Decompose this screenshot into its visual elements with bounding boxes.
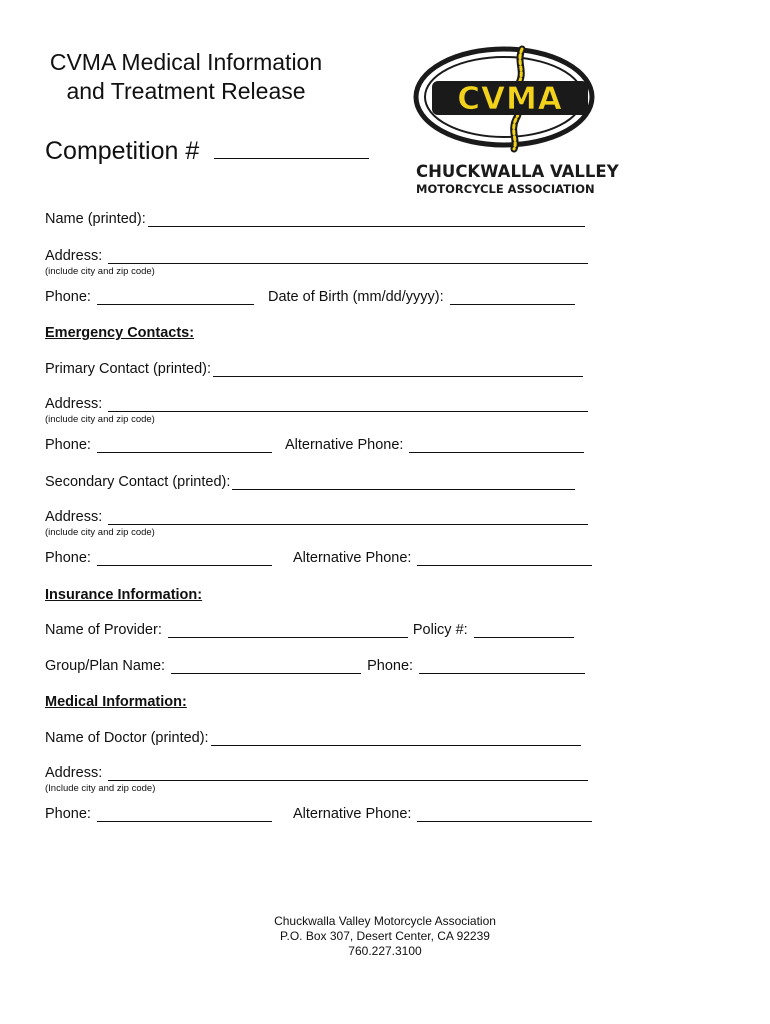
secondary-contact-label: Secondary Contact (printed): [45,474,231,490]
doctor-blank[interactable] [211,733,581,746]
secondary-contact-field [45,474,575,490]
primary-address-field [45,396,588,412]
competition-number-blank[interactable] [214,138,369,159]
doctor-label: Name of Doctor (printed): [45,730,209,746]
medical-phone-row [45,806,592,822]
address-label: Address: [45,248,103,264]
insurance-phone-blank[interactable] [419,661,585,674]
name-label: Name (printed): [45,211,146,227]
primary-alt-phone-label: Alternative Phone: [284,437,404,453]
footer-phone: 760.227.3100 [348,944,422,958]
address-note: (include city and zip code) [45,266,155,277]
insurance-phone-label: Phone: [367,658,414,674]
secondary-phone-label: Phone: [45,550,91,566]
secondary-contact-blank[interactable] [232,477,575,490]
footer-org-name: Chuckwalla Valley Motorcycle Association [274,914,496,928]
medical-heading: Medical Information: [45,694,187,710]
medical-address-field [45,765,588,781]
logo-org-line-2: MOTORCYCLE ASSOCIATION [416,182,595,196]
medical-address-blank[interactable] [108,768,588,781]
group-label: Group/Plan Name: [45,658,166,674]
competition-number-field [45,137,369,166]
phone-dob-row [45,289,575,305]
medical-address-label: Address: [45,765,103,781]
secondary-address-label: Address: [45,509,103,525]
form-title [40,48,332,106]
logo-org-line-1: CHUCKWALLA VALLEY [416,162,619,181]
secondary-phone-row [45,550,592,566]
primary-alt-phone-blank[interactable] [409,440,584,453]
secondary-alt-phone-label: Alternative Phone: [292,550,412,566]
footer-po-box: P.O. Box 307, Desert Center, CA 92239 [280,929,490,943]
provider-blank[interactable] [168,625,408,638]
medical-address-note: (Include city and zip code) [45,783,156,794]
medical-alt-phone-label: Alternative Phone: [292,806,412,822]
primary-contact-blank[interactable] [213,364,583,377]
secondary-alt-phone-blank[interactable] [417,553,592,566]
primary-phone-label: Phone: [45,437,91,453]
group-blank[interactable] [171,661,361,674]
title-line-1: CVMA Medical Information [49,49,323,75]
primary-phone-row [45,437,584,453]
phone-label: Phone: [45,289,91,305]
medical-phone-blank[interactable] [97,809,272,822]
doctor-field [45,730,581,746]
primary-phone-blank[interactable] [97,440,272,453]
secondary-address-blank[interactable] [108,512,588,525]
dob-blank[interactable] [450,292,575,305]
dob-label: Date of Birth (mm/dd/yyyy): [267,289,444,305]
cvma-logo [410,45,632,197]
phone-blank[interactable] [97,292,254,305]
primary-address-blank[interactable] [108,399,588,412]
provider-label: Name of Provider: [45,622,162,638]
secondary-address-field [45,509,588,525]
address-field [45,248,588,264]
name-blank[interactable] [148,214,585,227]
primary-address-label: Address: [45,396,103,412]
primary-contact-label: Primary Contact (printed): [45,361,211,377]
group-phone-row [45,658,585,674]
policy-blank[interactable] [474,625,574,638]
title-line-2: and Treatment Release [66,78,306,104]
primary-contact-field [45,361,583,377]
medical-phone-label: Phone: [45,806,91,822]
medical-alt-phone-blank[interactable] [417,809,592,822]
emergency-heading: Emergency Contacts: [45,325,195,341]
competition-label: Competition # [45,137,200,165]
secondary-address-note: (include city and zip code) [45,527,155,538]
insurance-heading: Insurance Information: [45,587,203,603]
logo-mark-text: CVMA [457,81,563,117]
name-field [45,211,585,227]
provider-policy-row [45,622,574,638]
primary-address-note: (include city and zip code) [45,414,155,425]
address-blank[interactable] [108,251,588,264]
footer-address-block [0,914,770,959]
secondary-phone-blank[interactable] [97,553,272,566]
policy-label: Policy #: [412,622,468,638]
